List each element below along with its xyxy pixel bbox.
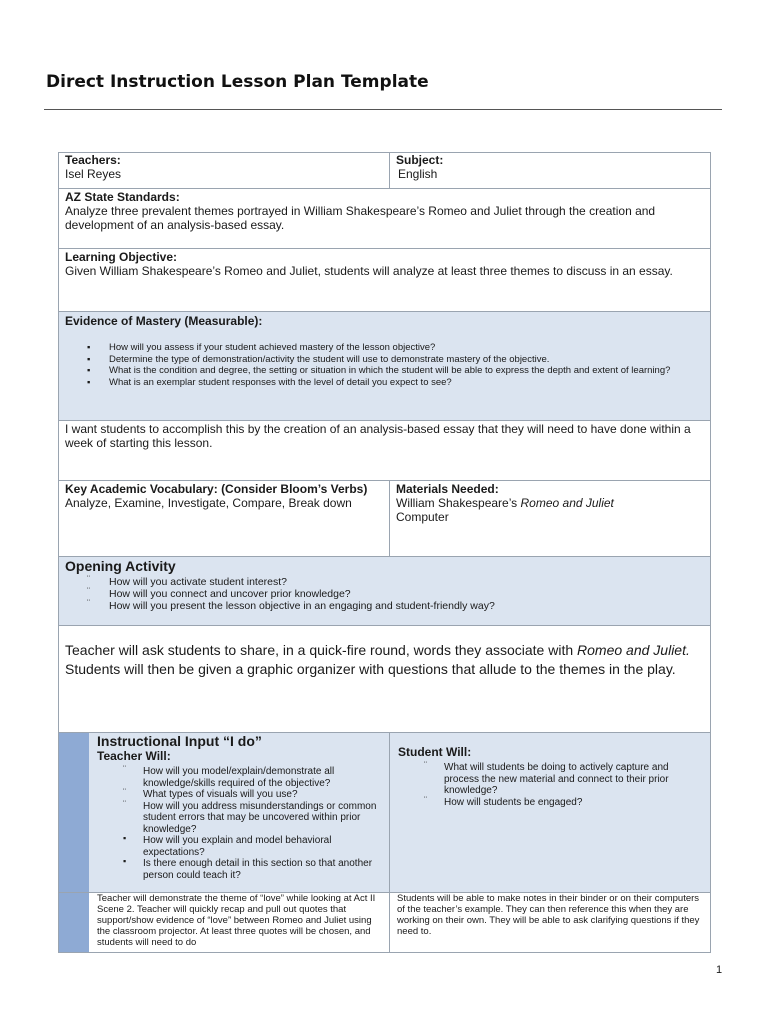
document-title: Direct Instruction Lesson Plan Template xyxy=(46,72,429,92)
student-will-list xyxy=(398,762,704,808)
materials-line-1: William Shakespeare’s Romeo and Juliet xyxy=(396,496,614,510)
instructional-answer-row xyxy=(58,893,711,953)
teacher-will-label: Teacher Will: xyxy=(97,749,171,763)
list-item: ¨ How will you connect and uncover prior knowledge? xyxy=(87,586,351,600)
teacher-will-list xyxy=(97,766,383,881)
mastery-answer: I want students to accomplish this by the creation of an analysis-based essay that they will need to have done within a week of starting this lesson. xyxy=(65,422,691,450)
list-item: ▪ How will you assess if your student achieved mastery of the lesson objective? xyxy=(87,342,436,353)
instructional-prompt-row xyxy=(58,733,711,893)
title-rule xyxy=(44,109,722,110)
teachers-value: Isel Reyes xyxy=(65,167,122,181)
opening-prompt-row xyxy=(58,557,711,626)
teachers-subject-row xyxy=(58,152,711,189)
materials-line-2: Computer xyxy=(396,510,449,524)
list-item: ¨ How will you present the lesson objective in an engaging and student-friendly way? xyxy=(87,598,495,612)
subject-value: English xyxy=(398,167,438,181)
standards-row xyxy=(58,189,711,249)
list-item: ¨ What types of visuals will you use? xyxy=(123,787,298,800)
instructional-label: Instructional Input “I do” xyxy=(97,733,262,749)
list-item: ▪ What is the condition and degree, the setting or situation in which the student will be able to express the depth and extent of learning? xyxy=(87,365,671,376)
objective-row xyxy=(58,249,711,312)
subject-label: Subject: xyxy=(396,153,444,167)
vocab-materials-row xyxy=(58,481,711,557)
list-item: ▪ What is an exemplar student responses with the level of detail you expect to see? xyxy=(87,376,452,388)
teachers-label: Teachers: xyxy=(65,153,121,167)
standards-text: Analyze three prevalent themes portrayed in William Shakespeare’s Romeo and Juliet through the creation and development of an analysis-based essay. xyxy=(65,204,656,232)
page-number: 1 xyxy=(716,964,723,976)
objective-text: Given William Shakespeare’s Romeo and Juliet, students will analyze at least three themes to discuss in an essay. xyxy=(65,264,673,278)
list-item: ¨ How will you address misunderstandings or common student errors that may be uncovered within prior knowledge? xyxy=(123,798,377,835)
mastery-prompt-row xyxy=(58,312,711,421)
opening-label: Opening Activity xyxy=(65,558,176,574)
vocab-label: Key Academic Vocabulary: (Consider Bloom’s Verbs) xyxy=(65,482,368,496)
list-item: ¨ How will students be engaged? xyxy=(424,794,583,808)
list-item: ▪ Is there enough detail in this section so that another person could teach it? xyxy=(123,856,373,881)
student-will-label: Student Will: xyxy=(398,745,472,759)
vocab-text: Analyze, Examine, Investigate, Compare, Break down xyxy=(65,496,352,510)
teacher-answer: Teacher will demonstrate the theme of “love” while looking at Act II Scene 2. Teacher will quickly recap and pull out quotes that support/show evidence of “love” between Romeo and Juliet using the classroom projector. At least three quotes will be chosen, and students will need to do xyxy=(97,893,376,948)
list-item: ¨ How will you model/explain/demonstrate all knowledge/skills required of the objective? xyxy=(123,764,335,789)
student-answer: Students will be able to make notes in their binder or on their computers of the teacher’s example. They can then reference this when they are working on their own. They will be able to ask clarifying questions if they need to. xyxy=(397,893,700,937)
opening-answer-row xyxy=(58,626,711,733)
list-item: ▪ Determine the type of demonstration/activity the student will use to demonstrate mastery of the objective. xyxy=(87,353,550,365)
opening-answer: Teacher will ask students to share, in a quick-fire round, words they associate with Romeo and Juliet. Students will then be given a graphic organizer with questions that allude to the themes in the play. xyxy=(65,642,690,677)
materials-label: Materials Needed: xyxy=(396,482,499,496)
mastery-bullet-list xyxy=(65,342,704,388)
instructional-sidebar xyxy=(59,733,89,892)
objective-label: Learning Objective: xyxy=(65,250,178,264)
instructional-sidebar-lower xyxy=(59,893,89,952)
list-item: ¨ How will you activate student interest? xyxy=(87,574,288,588)
opening-bullet-list xyxy=(65,576,704,612)
mastery-answer-row xyxy=(58,421,711,481)
list-item: ¨ What will students be doing to actively capture and process the new material and connect to their prior knowledge? xyxy=(424,760,669,796)
standards-label: AZ State Standards: xyxy=(65,190,180,204)
list-item: ▪ How will you explain and model behavioral expectations? xyxy=(123,833,332,858)
mastery-label: Evidence of Mastery (Measurable): xyxy=(65,314,263,328)
